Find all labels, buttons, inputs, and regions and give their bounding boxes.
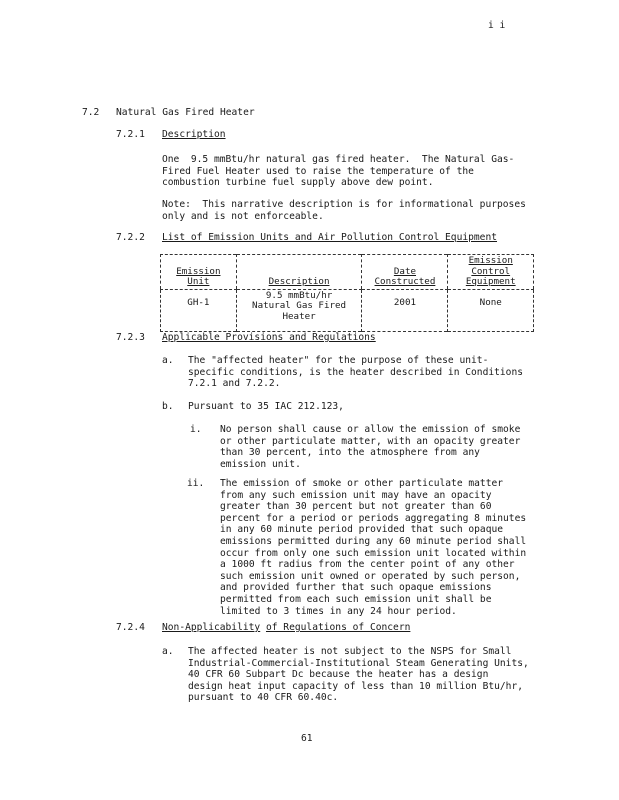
- title-regulations-of-concern: of Regulations of Concern: [265, 622, 411, 633]
- page-mark: i i: [488, 20, 506, 31]
- cell-control: None: [448, 289, 534, 331]
- table-header-row: [161, 255, 534, 290]
- item-724a-text: The affected heater is not subject to the NSPS for Small Industrial-Commercial-Institutional Steam Generating Units, 40 CFR 60 Subpart Dc because the heater has a design design heat input capacity of less than 10 million Btu/hr, pursuant to 40 CFR 60.40c.: [188, 646, 529, 704]
- section-number: 7.2: [82, 107, 100, 118]
- subsection-724-title: [162, 622, 410, 634]
- emission-units-table: [160, 254, 534, 332]
- subsection-722-title: List of Emission Units and Air Pollution Control Equipment: [162, 232, 498, 243]
- header-description: Description: [236, 255, 362, 290]
- subsection-722-number: 7.2.2: [116, 232, 145, 243]
- subsection-721-title: Description: [162, 129, 226, 140]
- section-title: Natural Gas Fired Heater: [116, 107, 255, 118]
- header-control-equipment: Emission Control Equipment: [448, 255, 534, 290]
- item-b-label: b.: [162, 401, 174, 412]
- item-i-text: No person shall cause or allow the emission of smoke or other particulate matter, with an opacity greater than 30 percent, into the atmosphere from any emission unit.: [220, 424, 521, 470]
- item-b-text: Pursuant to 35 IAC 212.123,: [188, 401, 344, 412]
- header-date-constructed: Date Constructed: [362, 255, 448, 290]
- subsection-723-title: Applicable Provisions and Regulations: [162, 332, 376, 343]
- page-number: 61: [301, 733, 313, 744]
- header-emission-unit: Emission Unit: [161, 255, 237, 290]
- item-a-text: The "affected heater" for the purpose of these unit- specific conditions, is the heater described in Conditions 7.2.1 and 7.2.2.: [188, 355, 524, 390]
- item-i-label: i.: [190, 424, 202, 435]
- description-paragraph: One 9.5 mmBtu/hr natural gas fired heater. The Natural Gas- Fired Fuel Heater used to raise the temperature of the combustion turbine fuel supply above dew point.: [162, 154, 515, 189]
- cell-unit: GH-1: [187, 296, 210, 308]
- item-ii-text: The emission of smoke or other particulate matter from any such emission unit may have an opacity greater than 30 percent but not greater than 60 percent for a period or periods aggregating 8 minutes in any 60 minute period provided that such opaque emissions permitted during any 60 minute period shall occur from only one such emission unit located within a 1000 ft radius from the center point of any other such emission unit owned or operated by such person, and provided further that such opaque emissions permitted from each such emission unit shall be limited to 3 times in any 24 hour period.: [220, 478, 527, 617]
- table-row: [161, 289, 534, 331]
- title-non-applicability: Non-Applicability: [162, 622, 261, 633]
- subsection-724-number: 7.2.4: [116, 622, 145, 633]
- description-note: Note: This narrative description is for informational purposes only and is not enforceable.: [162, 199, 526, 222]
- item-a-label: a.: [162, 355, 174, 366]
- item-724a-label: a.: [162, 646, 174, 657]
- subsection-721-number: 7.2.1: [116, 129, 145, 140]
- cell-description: 9.5 mmBtu/hr Natural Gas Fired Heater: [236, 289, 362, 331]
- subsection-723-number: 7.2.3: [116, 332, 145, 343]
- cell-date: 2001: [362, 289, 448, 331]
- item-ii-label: ii.: [187, 478, 205, 489]
